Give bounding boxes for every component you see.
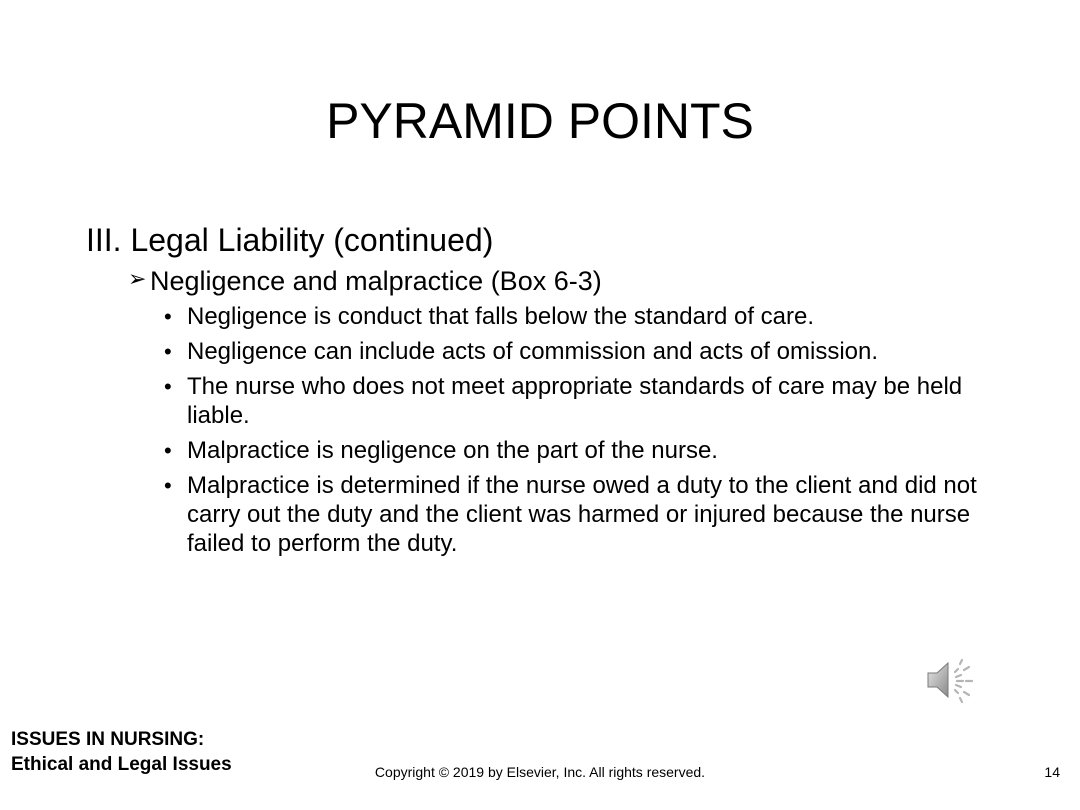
- copyright-notice: Copyright © 2019 by Elsevier, Inc. All rights reserved.: [374, 764, 706, 780]
- bullet-dot-icon: •: [164, 304, 172, 329]
- list-item: [164, 337, 1006, 366]
- list-item: [164, 372, 1006, 430]
- book-title-line2: Ethical and Legal Issues: [11, 754, 232, 775]
- bullet-dot-icon: •: [164, 438, 172, 463]
- bullet-text: Malpractice is determined if the nurse owed a duty to the client and did not carry out the duty and the client was harmed or injured because the nurse failed to perform the duty.: [187, 472, 977, 557]
- speaker-icon[interactable]: [924, 654, 976, 706]
- subheading: [128, 264, 1006, 298]
- list-item: [164, 436, 1006, 465]
- list-item: [164, 302, 1006, 331]
- book-title-line1: ISSUES IN NURSING:: [11, 729, 205, 750]
- list-item: [164, 471, 1006, 558]
- bullet-text: The nurse who does not meet appropriate standards of care may be held liable.: [187, 373, 963, 429]
- bullet-text: Negligence can include acts of commission and acts of omission.: [187, 338, 879, 365]
- slide-title: PYRAMID POINTS: [326, 93, 754, 149]
- arrow-bullet-icon: ➢: [128, 266, 147, 291]
- bullet-text: Negligence is conduct that falls below the standard of care.: [187, 303, 815, 330]
- bullet-dot-icon: •: [164, 374, 172, 399]
- slide-content: [86, 220, 1006, 564]
- bullet-text: Malpractice is negligence on the part of the nurse.: [187, 437, 718, 464]
- bullet-list: [164, 302, 1006, 558]
- bullet-dot-icon: •: [164, 339, 172, 364]
- page-number: 14: [1044, 764, 1060, 780]
- bullet-dot-icon: •: [164, 473, 172, 498]
- section-heading: III. Legal Liability (continued): [86, 222, 494, 258]
- subheading-text: Negligence and malpractice (Box 6-3): [150, 266, 602, 296]
